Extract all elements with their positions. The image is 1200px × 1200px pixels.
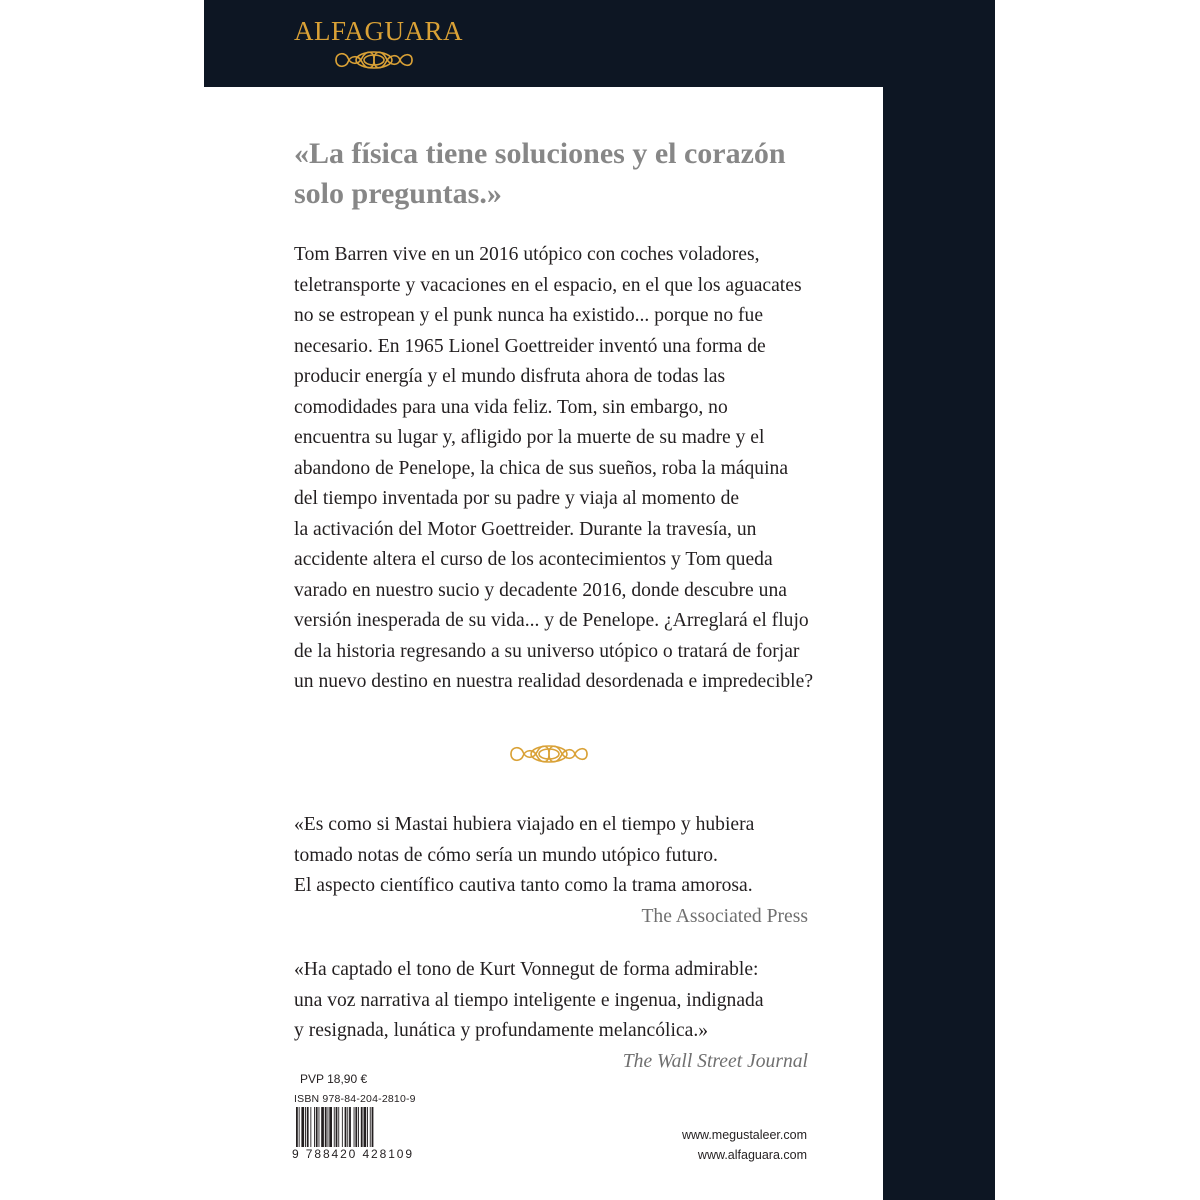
synopsis-line: Tom Barren vive en un 2016 utópico con coches voladores,	[294, 244, 760, 265]
publisher-name: ALFAGUARA	[294, 16, 464, 46]
synopsis-line: encuentra su lugar y, afligido por la muerte de su madre y el	[294, 427, 765, 448]
synopsis	[294, 240, 834, 698]
website-link[interactable]: www.alfaguara.com	[697, 1148, 807, 1162]
price-label: PVP 18,90 €	[300, 1072, 368, 1086]
synopsis-line: abandono de Penelope, la chica de sus sueños, roba la máquina	[294, 457, 789, 479]
synopsis-line: de la historia regresando a su universo utópico o tratará de forjar	[294, 640, 800, 662]
headline-line: «La física tiene soluciones y el corazón	[294, 137, 786, 170]
review-quote	[294, 810, 814, 932]
barcode-digits: 9 788420 428109	[292, 1147, 414, 1161]
synopsis-line: del tiempo inventada por su padre y viaja al momento de	[294, 488, 740, 509]
synopsis-line: accidente altera el curso de los acontecimientos y Tom queda	[294, 549, 773, 570]
headline-line: solo preguntas.»	[294, 177, 502, 210]
ornament-swirl-icon	[507, 737, 591, 771]
quote-line: El aspecto científico cautiva tanto como la trama amorosa.	[294, 875, 753, 896]
logo-swirl-icon	[332, 44, 416, 76]
synopsis-line: la activación del Motor Goettreider. Durante la travesía, un	[294, 518, 757, 540]
quote-source: The Wall Street Journal	[622, 1050, 808, 1072]
synopsis-line: varado en nuestro sucio y decadente 2016, donde descubre una	[294, 579, 787, 601]
quote-source: The Associated Press	[641, 905, 808, 927]
isbn-label: ISBN 978-84-204-2810-9	[294, 1093, 416, 1105]
synopsis-line: no se estropean y el punk nunca ha existido... porque no fue	[294, 305, 764, 326]
quote-line: y resignada, lunática y profundamente melancólica.»	[294, 1020, 709, 1041]
quote-line: una voz narrativa al tiempo inteligente e ingenua, indignada	[294, 989, 764, 1011]
synopsis-line: comodidades para una vida feliz. Tom, sin embargo, no	[294, 396, 728, 418]
quote-line: tomado notas de cómo sería un mundo utópico futuro.	[294, 844, 718, 866]
book-back-cover	[204, 0, 995, 1200]
publisher-logo	[294, 16, 464, 78]
synopsis-line: teletransporte y vacaciones en el espacio, en el que los aguacates	[294, 274, 802, 296]
review-quote	[294, 955, 814, 1077]
synopsis-line: un nuevo destino en nuestra realidad desordenada e impredecible?	[294, 671, 814, 692]
quote-line: «Ha captado el tono de Kurt Vonnegut de forma admirable:	[294, 959, 759, 980]
right-dark-band	[883, 0, 995, 1200]
website-link[interactable]: www.megustaleer.com	[681, 1128, 807, 1142]
quote-line: «Es como si Mastai hubiera viajado en el tiempo y hubiera	[294, 814, 755, 835]
synopsis-line: versión inesperada de su vida... y de Penelope. ¿Arreglará el flujo	[294, 610, 809, 631]
synopsis-line: necesario. En 1965 Lionel Goettreider inventó una forma de	[294, 335, 766, 357]
synopsis-line: producir energía y el mundo disfruta ahora de todas las	[294, 366, 726, 387]
headline-quote	[294, 134, 854, 214]
